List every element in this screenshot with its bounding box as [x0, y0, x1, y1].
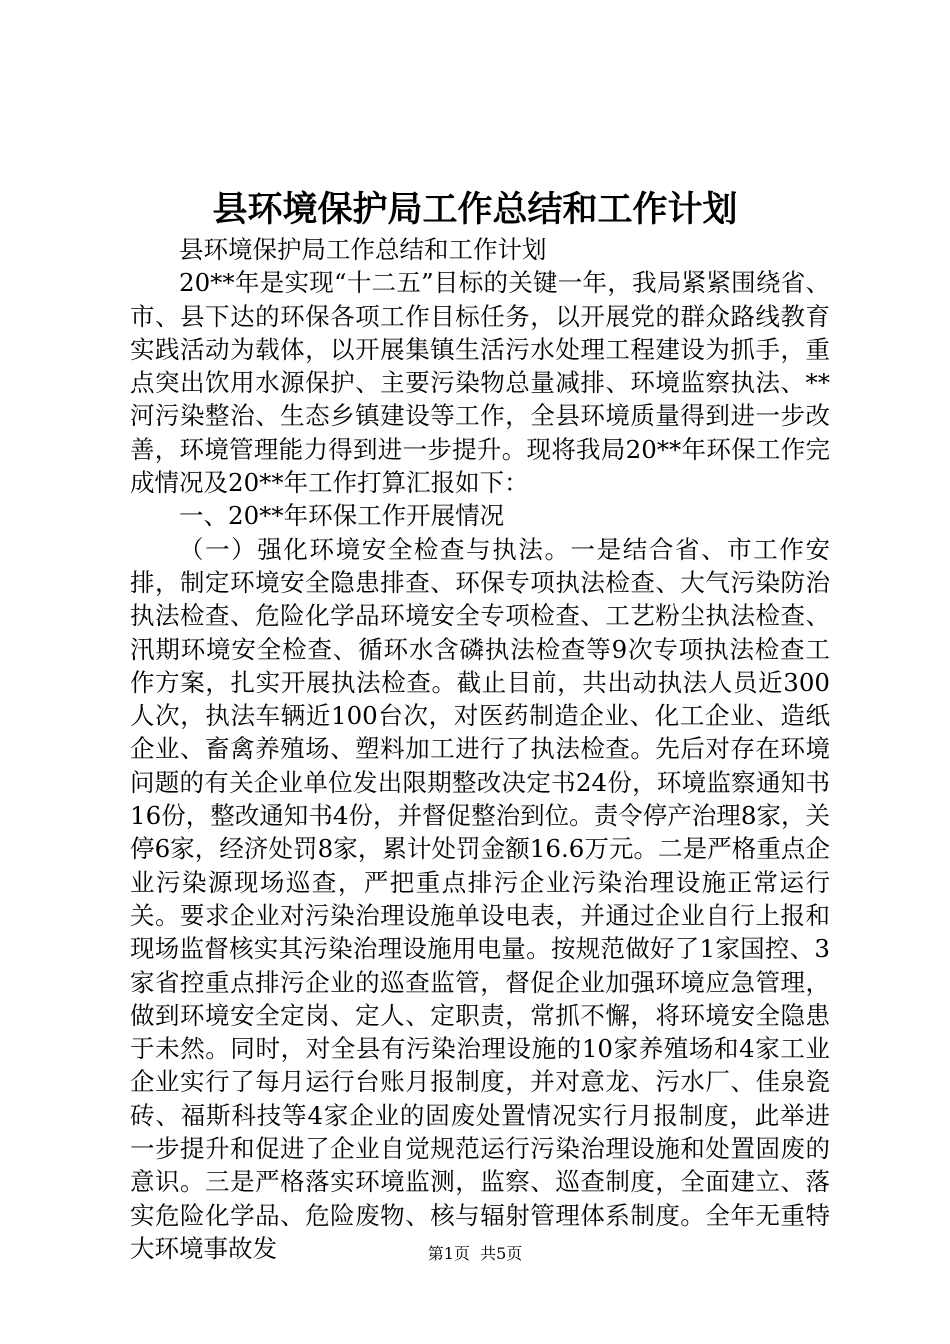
page-number: 第1页 — [427, 1244, 470, 1263]
paragraph-section-1: （一）强化环境安全检查与执法。一是结合省、市工作安排，制定环境安全隐患排查、环保专项执法检查、大气污染防治执法检查、危险化学品环境安全专项检查、工艺粉尘执法检查、汛期环境安全检查、循环水含磷执法检查等9次专项执法检查工作方案，扎实开展执法检查。截止目前，共出动执法人员近300人次，执法车辆近100台次，对医药制造企业、化工企业、造纸企业、畜禽养殖场、塑料加工进行了执法检查。先后对存在环境问题的有关企业单位发出限期整改决定书24份，环境监察通知书16份，整改通知书4份，并督促整治到位。责令停产治理8家，关停6家，经济处罚8家，累计处罚金额16.6万元。二是严格重点企业污染源现场巡查，严把重点排污企业污染治理设施正常运行关。要求企业对污染治理设施单设电表，并通过企业自行上报和现场监督核实其污染治理设施用电量。按规范做好了1家国控、3家省控重点排污企业的巡查监管，督促企业加强环境应急管理，做到环境安全定岗、定人、定职责，常抓不懈，将环境安全隐患于未然。同时，对全县有污染治理设施的10家养殖场和4家工业企业实行了每月运行台账月报制度，并对意龙、污水厂、佳泉瓷砖、福斯科技等4家企业的固废处置情况实行月报制度，此举进一步提升和促进了企业自觉规范运行污染治理设施和处置固废的意识。三是严格落实环境监测，监察、巡查制度，全面建立、落实危险化学品、危险废物、核与辐射管理体系制度。全年无重特大环境事故发 — [130, 534, 830, 1263]
paragraph-subtitle: 县环境保护局工作总结和工作计划 — [179, 235, 547, 264]
page-total: 共5页 — [480, 1244, 523, 1263]
document-title: 县环境保护局工作总结和工作计划 — [212, 190, 738, 230]
section-heading: 一、20**年环保工作开展情况 — [179, 501, 505, 531]
paragraph-intro: 20**年是实现“十二五”目标的关键一年，我局紧紧围绕省、市、县下达的环保各项工作目标任务，以开展党的群众路线教育实践活动为载体，以开展集镇生活污水处理工程建设为抓手，重点突出饮用水源保护、主要污染物总量减排、环境监察执法、**河污染整治、生态乡镇建设等工作，全县环境质量得到进一步改善，环境管理能力得到进一步提升。现将我局20**年环保工作完成情况及20**年工作打算汇报如下： — [130, 268, 830, 498]
page-footer — [0, 1243, 950, 1265]
document-body — [130, 233, 830, 1265]
